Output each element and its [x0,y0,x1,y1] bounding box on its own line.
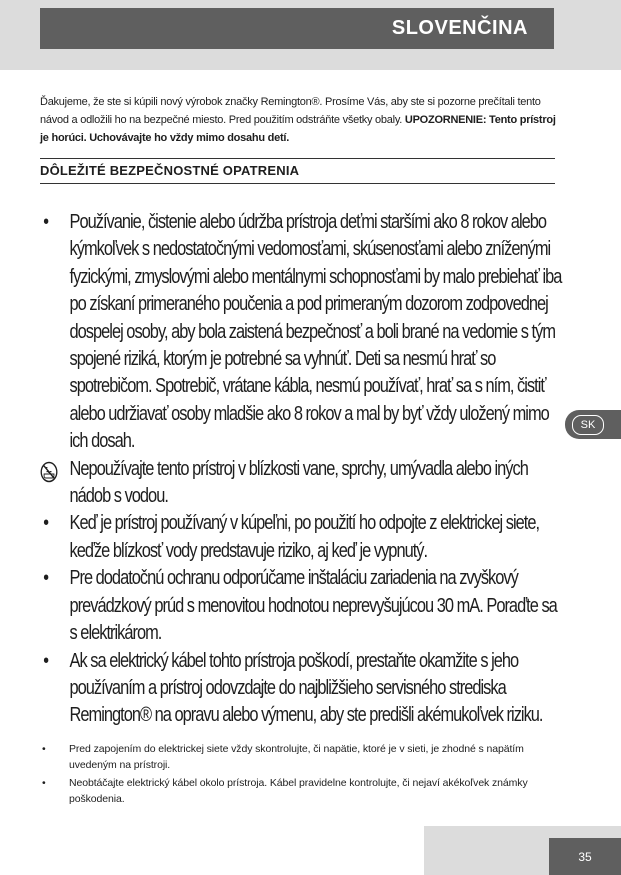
language-code-badge: SK [572,415,604,435]
language-header [40,8,554,49]
list-item-text: Pre dodatočnú ochranu odporúčame inštaláciu zariadenia na zvyškový prevádzkový prúd s menovitou hodnotou neprevyšujúcou 30 mA. Poraďte sa s elektrikárom. [69,567,557,645]
list-item [40,648,562,730]
bullet: • [42,777,46,789]
list-item-text: Nepoužívajte tento prístroj v blízkosti vane, sprchy, umývadla alebo iných nádob s vodou. [69,457,528,508]
list-item [40,776,560,807]
bullet: • [42,743,46,755]
intro-warning: UPOZORNENIE: Tento prístroj je horúci. Uchovávajte ho vždy mimo dosahu detí. [40,114,556,144]
section-rule-bottom [40,183,555,184]
small-safety-list [40,742,560,810]
bullet: • [43,512,49,535]
safety-list [40,209,562,730]
no-bath-water-icon [40,461,56,481]
language-tab [565,410,621,439]
bullet: • [43,567,49,590]
list-item [40,742,560,773]
list-item-text: Neobtáčajte elektrický kábel okolo prístroja. Kábel pravidelne kontrolujte, či nejaví akékoľvek známky poškodenia. [69,777,528,805]
bullet: • [43,211,49,233]
list-item-text: Keď je prístroj používaný v kúpeľni, po použití ho odpojte z elektrickej siete, keďže blízkosť vody predstavuje riziko, aj keď je vypnutý. [69,512,540,562]
list-item [40,510,562,565]
list-item-text: Používanie, čistenie alebo údržba prístroja deťmi staršími ako 8 rokov alebo kýmkoľvek s nedostatočnými vedomosťami, skúsenosťami alebo zníženými fyzickými, zmyslovými alebo mentálnymi schopnosťami by malo prebiehať iba po získaní primeraného poučenia a pod primeraným dozorom zodpovednej dospelej osoby, aby bola zaistená bezpečnosť a boli brané na vedomie s tým spojené riziká, ktorým je potrebné sa vyhnúť. Deti sa nesmú hrať so spotrebičom. Spotrebič, vrátane kábla, nesmú používať, hrať sa s ním, čistiť alebo udržiavať osoby mladšie ako 8 rokov a mal by byť vždy uložený mimo ich dosah. [69,211,562,453]
page-number: 35 [578,849,592,864]
list-item-text: Pred zapojením do elektrickej siete vždy skontrolujte, či napätie, ktoré je v sieti, je zhodné s napätím uvedeným na prístroji. [69,743,524,771]
intro-paragraph [40,93,560,147]
bullet: • [43,649,49,672]
intro-text: Ďakujeme, že ste si kúpili nový výrobok značky Remington®. Prosíme Vás, aby ste si pozorne prečítali tento návod a odložili ho na bezpečné miesto. Pred použitím odstráňte všetky obaly. [40,96,541,126]
list-item [40,565,562,647]
list-item [40,209,562,456]
list-item-text: Ak sa elektrický kábel tohto prístroja poškodí, prestaňte okamžite s jeho používaním a prístroj odovzdajte do najbližšieho servisného strediska Remington® na opravu alebo výmenu, aby ste predišli akémukoľvek riziku. [69,649,543,727]
list-item [40,456,562,511]
section-title: DÔLEŽITÉ BEZPEČNOSTNÉ OPATRENIA [40,163,300,178]
page-number-box [549,838,621,875]
section-rule-top [40,158,555,159]
language-title: SLOVENČINA [391,17,528,39]
